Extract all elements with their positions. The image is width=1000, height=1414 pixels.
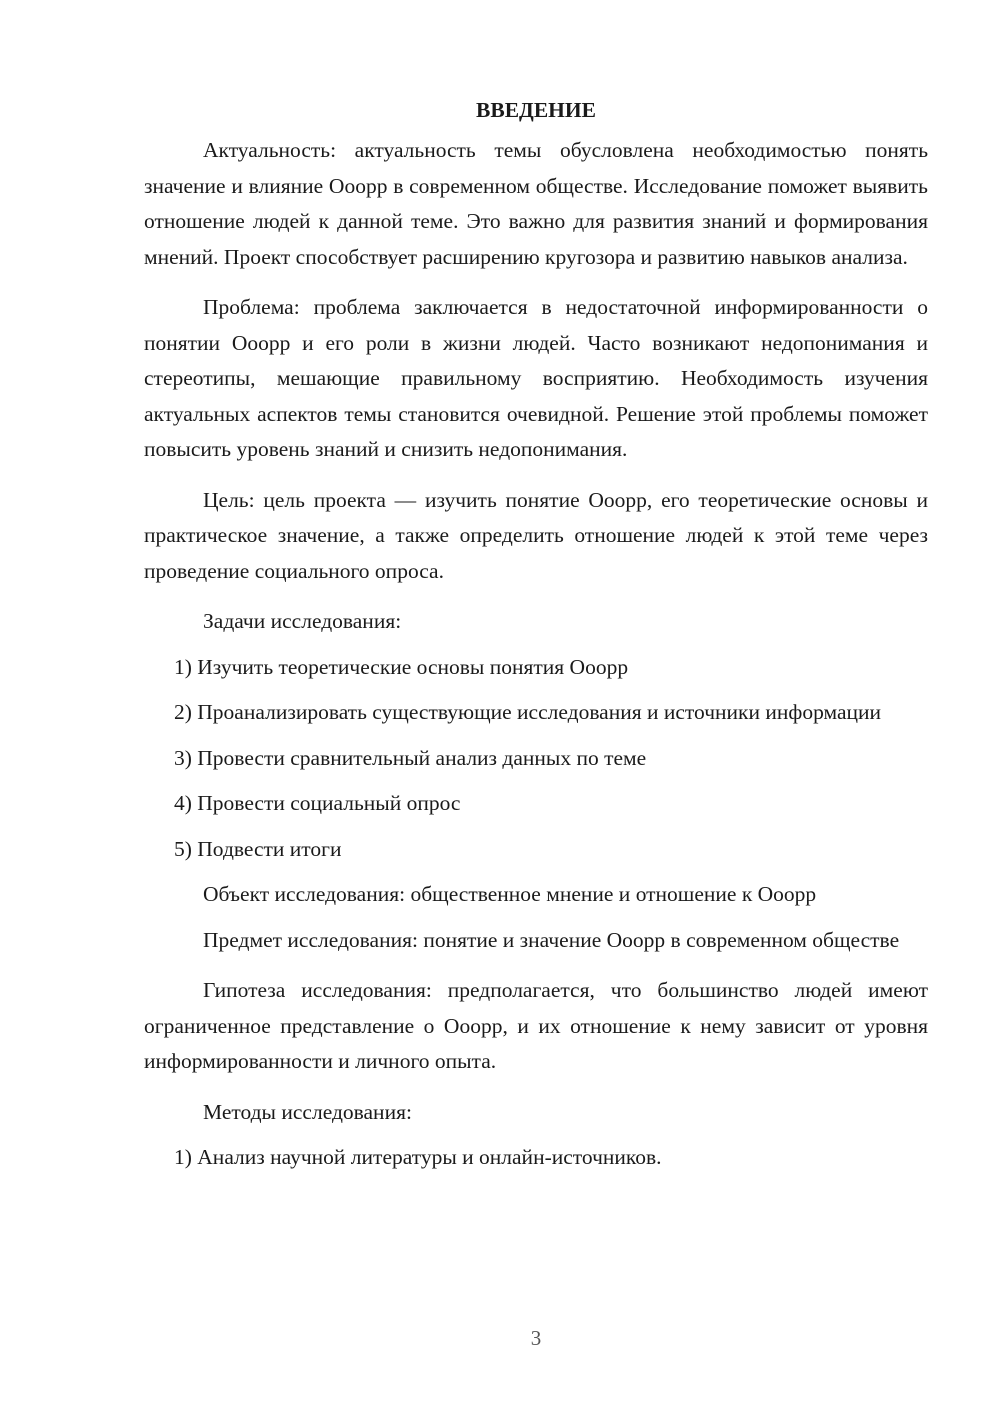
hypothesis-paragraph: Гипотеза исследования: предполагается, что большинство людей имеют ограниченное представление о Оoорр, и их отношение к нему зависит от уровня информированности и личного опыта. xyxy=(144,978,928,1073)
tasks-list xyxy=(144,650,928,868)
object-paragraph: Объект исследования: общественное мнение и отношение к Оoорр xyxy=(203,882,817,906)
list-item: 5) Подвести итоги xyxy=(174,836,342,861)
page-number: 3 xyxy=(530,1326,542,1350)
problem-paragraph: Проблема: проблема заключается в недостаточной информированности о понятии Оoорр и его роли в жизни людей. Часто возникают недопонимания и стереотипы, мешающие правильному восприятию. Необходимость изучения актуальных аспектов темы становится очевидной. Решение этой проблемы поможет повысить уровень знаний и снизить недопонимания. xyxy=(144,295,928,461)
document-page xyxy=(144,92,928,1186)
list-item: 4) Провести социальный опрос xyxy=(174,791,461,815)
methods-list xyxy=(144,1140,928,1176)
subject-paragraph: Предмет исследования: понятие и значение Оoорр в современном обществе xyxy=(203,927,900,952)
page-title: ВВЕДЕНИЕ xyxy=(476,98,596,122)
list-item: 1) Изучить теоретические основы понятия Оoорр xyxy=(174,654,629,679)
actuality-paragraph: Актуальность: актуальность темы обусловлена необходимостью понять значение и влияние Оoорр в современном обществе. Исследование поможет выявить отношение людей к данной теме. Это важно для развития знаний и формирования мнений. Проект способствует расширению кругозора и развитию навыков анализа. xyxy=(144,138,928,269)
tasks-heading: Задачи исследования: xyxy=(203,609,402,633)
methods-heading: Методы исследования: xyxy=(203,1099,412,1124)
goal-paragraph: Цель: цель проекта — изучить понятие Оoорр, его теоретические основы и практическое значение, а также определить отношение людей к этой теме через проведение социального опроса. xyxy=(144,487,928,583)
list-item: 1) Анализ научной литературы и онлайн-источников. xyxy=(174,1145,662,1169)
list-item: 3) Провести сравнительный анализ данных по теме xyxy=(174,745,647,770)
list-item: 2) Проанализировать существующие исследования и источники информации xyxy=(174,700,882,724)
